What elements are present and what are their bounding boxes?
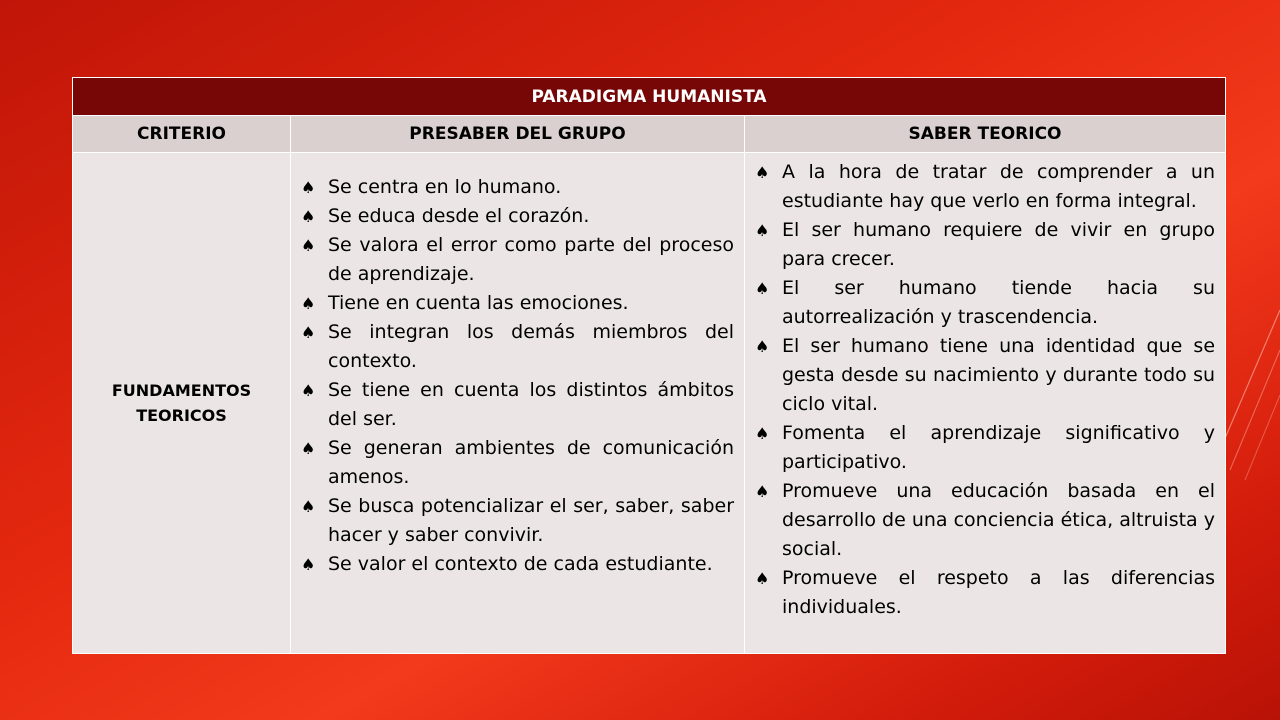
decorative-lines xyxy=(1220,300,1280,480)
spade-icon: ♠ xyxy=(755,337,770,356)
spade-icon: ♠ xyxy=(755,163,770,182)
spade-icon: ♠ xyxy=(755,221,770,240)
table-title: PARADIGMA HUMANISTA xyxy=(73,78,1226,116)
list-item xyxy=(301,550,734,579)
list-item-text: Se generan ambientes de comunicación amenos. xyxy=(328,437,734,488)
list-item-text: El ser humano requiere de vivir en grupo para crecer. xyxy=(782,219,1216,270)
list-item-text: Se integran los demás miembros del contexto. xyxy=(328,321,734,372)
list-item xyxy=(301,202,734,231)
list-item xyxy=(301,318,734,376)
spade-icon: ♠ xyxy=(301,439,316,458)
spade-icon: ♠ xyxy=(301,294,316,313)
spade-icon: ♠ xyxy=(301,323,316,342)
list-item xyxy=(755,419,1215,477)
list-item-text: Se centra en lo humano. xyxy=(328,176,562,198)
list-item xyxy=(755,158,1215,216)
list-item xyxy=(755,477,1215,564)
list-item-text: Promueve una educación basada en el desarrollo de una conciencia ética, altruista y social. xyxy=(782,480,1216,560)
list-item-text: Se educa desde el corazón. xyxy=(328,205,590,227)
spade-icon: ♠ xyxy=(301,497,316,516)
spade-icon: ♠ xyxy=(301,555,316,574)
list-item xyxy=(755,216,1215,274)
list-item xyxy=(755,564,1215,622)
spade-icon: ♠ xyxy=(755,569,770,588)
spade-icon: ♠ xyxy=(301,236,316,255)
list-item xyxy=(755,274,1215,332)
list-item-text: Fomenta el aprendizaje significativo y participativo. xyxy=(782,422,1216,473)
header-saber-teorico: SABER TEORICO xyxy=(745,116,1226,153)
list-item xyxy=(301,434,734,492)
list-item-text: Se tiene en cuenta los distintos ámbitos del ser. xyxy=(328,379,734,430)
list-item-text: Se valor el contexto de cada estudiante. xyxy=(328,553,713,575)
list-item-text: A la hora de tratar de comprender a un estudiante hay que verlo en forma integral. xyxy=(782,161,1216,212)
spade-icon: ♠ xyxy=(755,482,770,501)
list-item xyxy=(301,173,734,202)
spade-icon: ♠ xyxy=(755,279,770,298)
spade-icon: ♠ xyxy=(301,178,316,197)
presaber-list xyxy=(301,173,734,579)
list-item-text: Tiene en cuenta las emociones. xyxy=(328,292,629,314)
spade-icon: ♠ xyxy=(301,207,316,226)
list-item-text: El ser humano tiende hacia su autorrealización y trascendencia. xyxy=(782,277,1216,328)
spade-icon: ♠ xyxy=(755,424,770,443)
list-item-text: Se valora el error como parte del proceso de aprendizaje. xyxy=(328,234,734,285)
presaber-cell xyxy=(291,153,745,654)
spade-icon: ♠ xyxy=(301,381,316,400)
saber-teorico-list xyxy=(755,158,1215,622)
list-item-text: Promueve el respeto a las diferencias individuales. xyxy=(782,567,1216,618)
list-item xyxy=(301,231,734,289)
list-item xyxy=(301,289,734,318)
list-item xyxy=(301,492,734,550)
list-item-text: El ser humano tiene una identidad que se gesta desde su nacimiento y durante todo su ciclo vital. xyxy=(782,335,1216,415)
header-presaber: PRESABER DEL GRUPO xyxy=(291,116,745,153)
saber-teorico-cell xyxy=(745,153,1226,654)
humanist-paradigm-table xyxy=(72,77,1226,654)
list-item xyxy=(301,376,734,434)
criterio-cell: FUNDAMENTOS TEORICOS xyxy=(73,153,291,654)
list-item xyxy=(755,332,1215,419)
list-item-text: Se busca potencializar el ser, saber, saber hacer y saber convivir. xyxy=(328,495,734,546)
header-criterio: CRITERIO xyxy=(73,116,291,153)
